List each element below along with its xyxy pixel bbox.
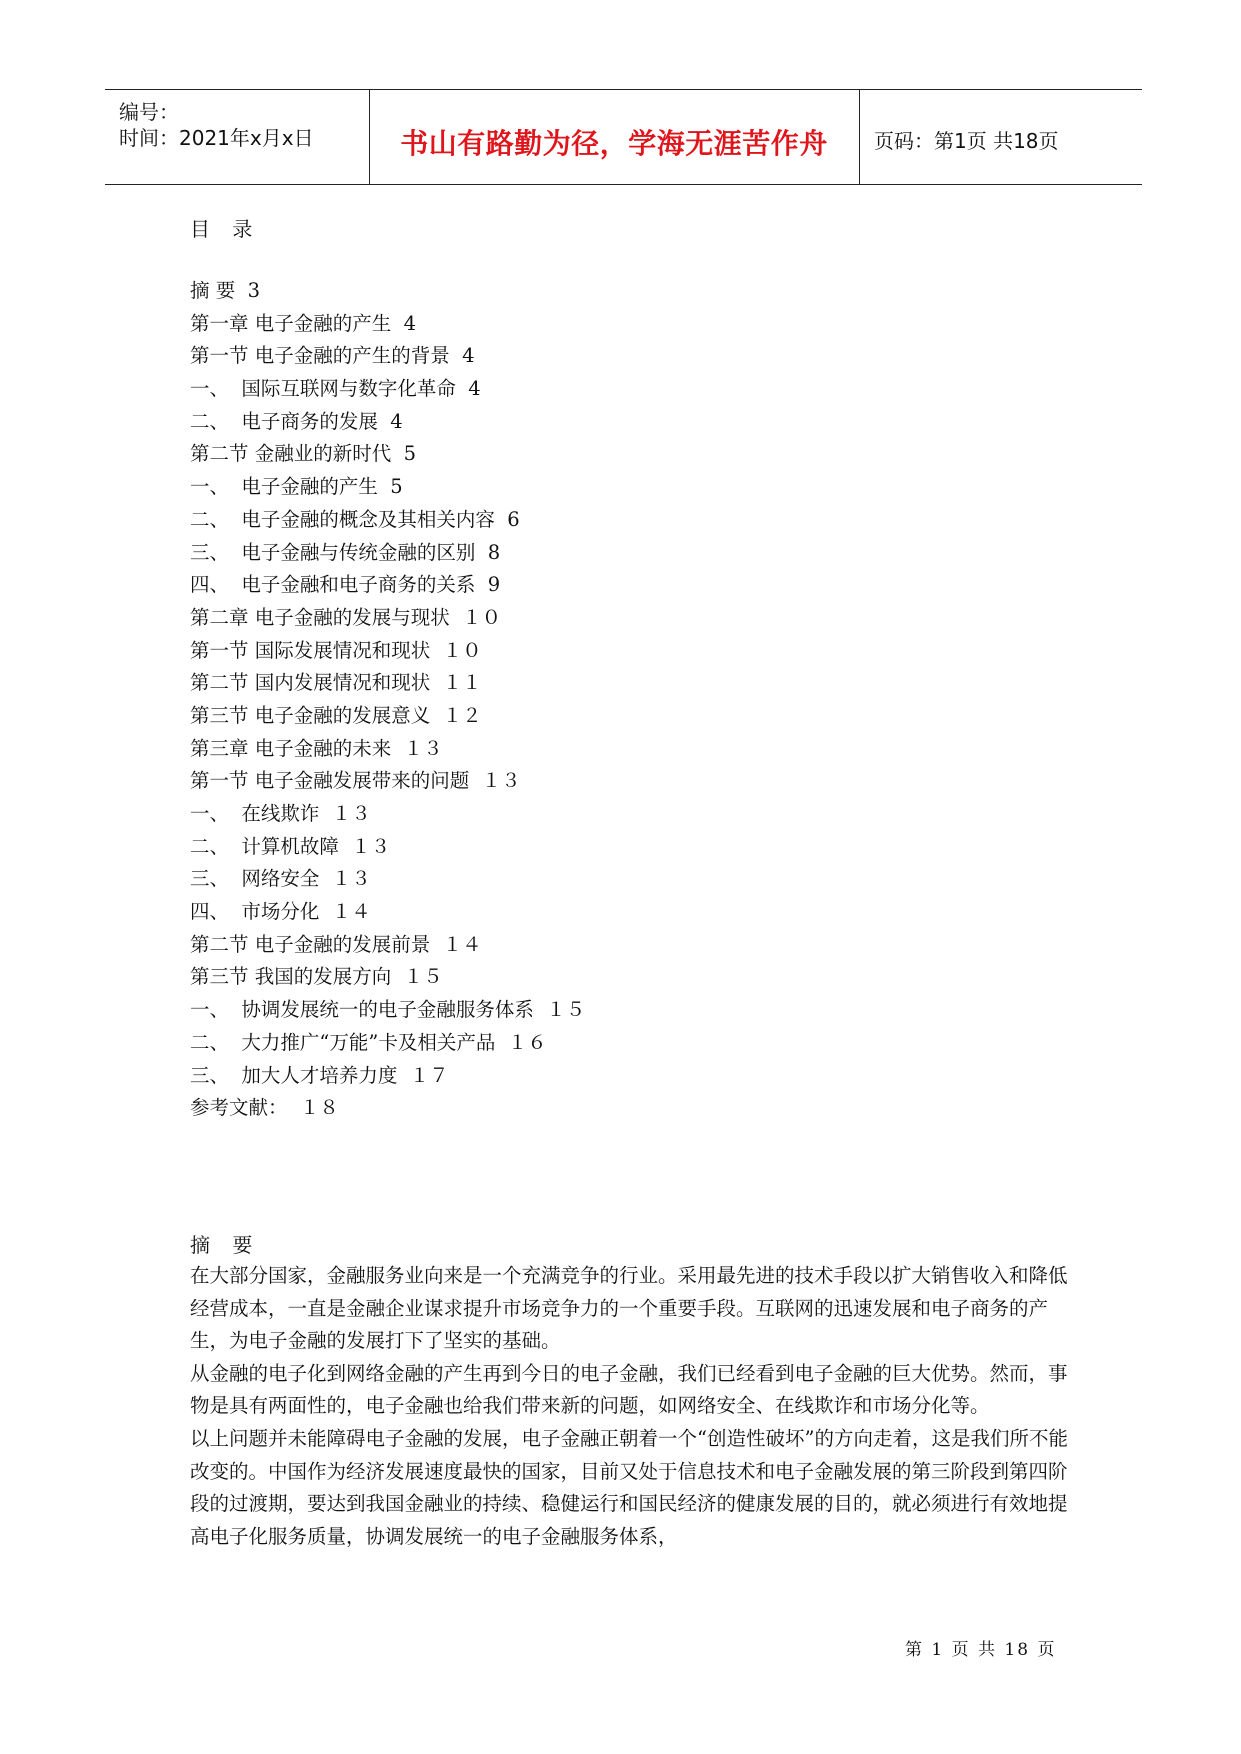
- toc-entry: 三、 网络安全 １３: [190, 867, 371, 891]
- toc-entry: 参考文献： １８: [190, 1096, 339, 1120]
- header-motto: 书山有路勤为径，学海无涯苦作舟: [400, 127, 828, 160]
- toc-entry: 第二节 金融业的新时代 5: [190, 442, 417, 466]
- page-header: [105, 89, 1142, 185]
- toc-entry: 第二章 电子金融的发展与现状 １０: [190, 605, 502, 629]
- page-footer: 第 1 页 共 18 页: [905, 1640, 1057, 1660]
- toc-entry: 摘 要 3: [190, 279, 261, 302]
- toc-entry: 二、 计算机故障 １３: [190, 834, 391, 858]
- abstract-paragraph: 从金融的电子化到网络金融的产生再到今日的电子金融，我们已经看到电子金融的巨大优势。然而，事物是具有两面性的，电子金融也给我们带来新的问题，如网络安全、在线欺诈和市场分化等。: [190, 1361, 1068, 1418]
- abstract-paragraph: 以上问题并未能障碍电子金融的发展，电子金融正朝着一个“创造性破坏”的方向走着，这是我们所不能改变的。中国作为经济发展速度最快的国家，目前又处于信息技术和电子金融发展的第三阶段到第四阶段的过渡期，要达到我国金融业的持续、稳健运行和国民经济的健康发展的目的，就必须进行有效地提高电子化服务质量，协调发展统一的电子金融服务体系，: [190, 1426, 1068, 1548]
- toc-entry: 二、 电子商务的发展 4: [190, 409, 403, 433]
- toc-entry: 一、 国际互联网与数字化革命 4: [190, 377, 481, 401]
- toc-entry: 四、 电子金融和电子商务的关系 9: [190, 573, 501, 597]
- toc-entry: 三、 加大人才培养力度 １７: [190, 1063, 449, 1087]
- toc-entry: 四、 市场分化 １４: [190, 900, 371, 924]
- header-page-cell: [860, 90, 1142, 184]
- header-info-cell: [105, 90, 370, 184]
- table-of-contents: [190, 278, 585, 1128]
- toc-entry: 第一章 电子金融的产生 4: [190, 311, 417, 335]
- header-page-number: 页码：第1页 共18页: [874, 129, 1059, 153]
- abstract-title: 摘 要: [190, 1233, 261, 1257]
- toc-entry: 一、 协调发展统一的电子金融服务体系 １５: [190, 998, 586, 1022]
- toc-entry: 二、 电子金融的概念及其相关内容 6: [190, 507, 520, 531]
- toc-entry: 第三章 电子金融的未来 １３: [190, 736, 443, 760]
- toc-entry: 第一节 电子金融的产生的背景 4: [190, 344, 475, 368]
- toc-entry: 第一节 电子金融发展带来的问题 １３: [190, 769, 521, 793]
- toc-entry: 三、 电子金融与传统金融的区别 8: [190, 540, 501, 564]
- toc-entry: 一、 在线欺诈 １３: [190, 802, 371, 825]
- toc-entry: 第三节 电子金融的发展意义 １２: [190, 703, 482, 727]
- abstract-paragraph: 在大部分国家，金融服务业向来是一个充满竞争的行业。采用最先进的技术手段以扩大销售收入和降低经营成本，一直是金融企业谋求提升市场竞争力的一个重要手段。互联网的迅速发展和电子商务的产生，为电子金融的发展打下了坚实的基础。: [190, 1264, 1068, 1353]
- toc-entry: 第三节 我国的发展方向 １５: [190, 965, 443, 989]
- abstract-body: [190, 1260, 1070, 1553]
- toc-entry: 第二节 国内发展情况和现状 １１: [190, 671, 482, 695]
- toc-entry: 一、 电子金融的产生 5: [190, 475, 403, 499]
- time-label: 时间：2021年x月x日: [119, 126, 314, 150]
- toc-title: 目 录: [190, 217, 261, 241]
- toc-entry: 第二节 电子金融的发展前景 １４: [190, 932, 482, 956]
- serial-label: 编号：: [119, 100, 179, 124]
- toc-entry: 第一节 国际发展情况和现状 １０: [190, 638, 482, 662]
- toc-entry: 二、 大力推广“万能”卡及相关产品 １６: [190, 1030, 547, 1054]
- header-motto-cell: [369, 90, 860, 184]
